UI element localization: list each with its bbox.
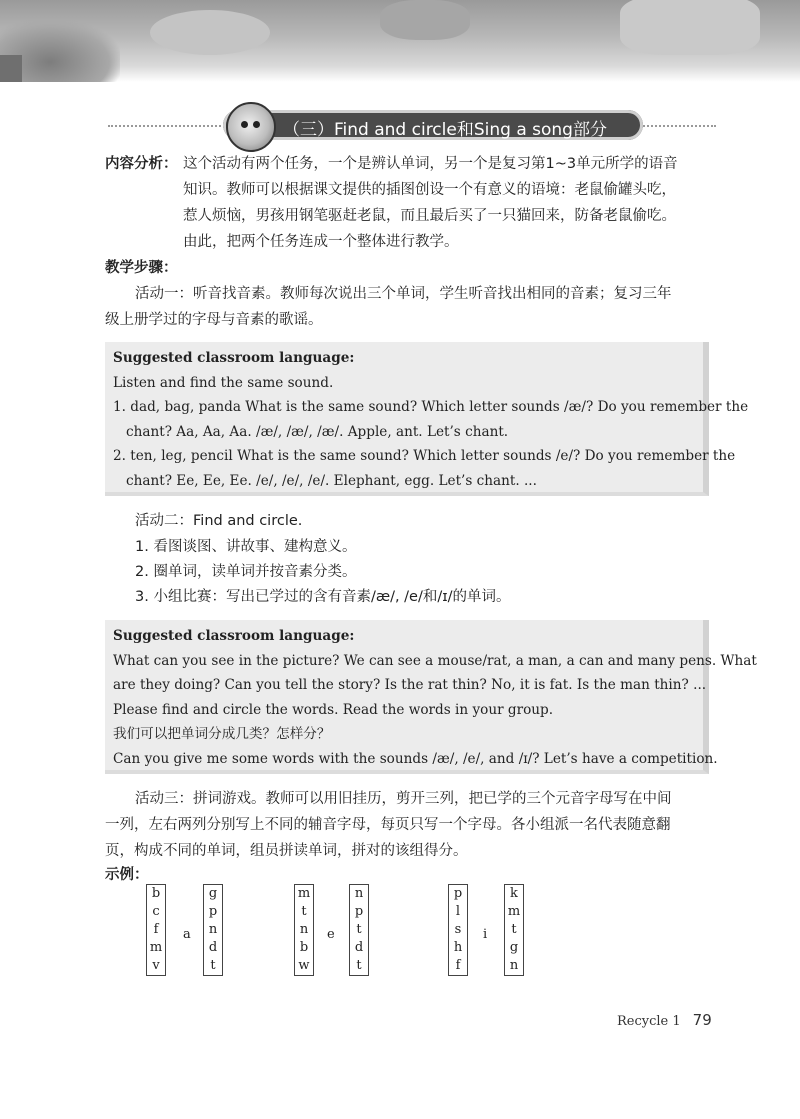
activity1-line: 级上册学过的字母与音素的歌谣。: [105, 312, 323, 328]
activity2-item: 2. 圈单词，读单词并按音素分类。: [135, 564, 357, 580]
letter: b: [299, 940, 309, 955]
box-line: Listen and find the same sound.: [113, 374, 334, 391]
letter: t: [356, 958, 362, 973]
content-analysis-line: 由此，把两个任务连成一个整体进行教学。: [183, 234, 459, 250]
box-line: are they doing? Can you tell the story? Is the rat thin? No, it is fat. Is the man thin? ...: [113, 677, 707, 693]
letter-column-right: [504, 884, 524, 976]
letter: t: [511, 922, 517, 937]
letter: d: [208, 940, 218, 955]
letter: f: [455, 958, 461, 973]
letter: n: [509, 958, 519, 973]
letter: s: [454, 922, 462, 937]
activity1-line: 活动一：听音找音素。教师每次说出三个单词，学生听音找出相同的音素；复习三年: [135, 286, 672, 302]
box-line: 2. ten, leg, pencil What is the same sound? Which letter sounds /e/? Do you remember the: [113, 448, 736, 464]
activity2-title: 活动二：Find and circle.: [135, 513, 303, 529]
letter: p: [354, 904, 364, 919]
letter: w: [298, 958, 310, 973]
box-title: Suggested classroom language:: [113, 628, 355, 644]
teaching-steps-label: 教学步骤：: [105, 260, 178, 276]
letter: f: [153, 922, 159, 937]
section-title: （三）Find and circle和Sing a song部分: [283, 120, 607, 140]
letter: p: [208, 904, 218, 919]
letter: p: [453, 886, 463, 901]
letter: b: [151, 886, 161, 901]
letter: c: [152, 904, 160, 919]
unit-label: Recycle 1: [617, 1014, 681, 1029]
suggested-language-box-2: [105, 620, 757, 774]
box-line: chant? Aa, Aa, Aa. /æ/, /æ/, /æ/. Apple, ant. Let’s chant.: [126, 423, 509, 440]
box-line: Can you give me some words with the sounds /æ/, /e/, and /ɪ/? Let’s have a competition.: [113, 750, 718, 767]
letter: n: [354, 886, 364, 901]
box-title: Suggested classroom language:: [113, 350, 355, 366]
vowel-letter: a: [183, 927, 191, 942]
content-analysis-line: 知识。教师可以根据课文提供的插图创设一个有意义的语境：老鼠偷罐头吃，: [183, 182, 676, 198]
letter-column-right: [349, 884, 369, 976]
vowel-letter: i: [483, 927, 488, 942]
letter-column-left: [448, 884, 468, 976]
letter: g: [208, 886, 218, 901]
box-line: 我们可以把单词分成几类？怎样分？: [113, 726, 331, 742]
letter-column-right: [203, 884, 223, 976]
letter: n: [299, 922, 309, 937]
letter-column-left: [294, 884, 314, 976]
letter: t: [356, 922, 362, 937]
activity3-line: 页，构成不同的单词，组员拼读单词，拼对的该组得分。: [105, 843, 468, 859]
page-footer: [617, 1011, 712, 1029]
letter: k: [510, 886, 518, 901]
example-label: 示例：: [105, 867, 149, 883]
activity3-line: 一列，左右两列分别写上不同的辅音字母，每页只写一个字母。各小组派一名代表随意翻: [105, 817, 671, 833]
letter-column-left: [146, 884, 166, 976]
suggested-language-box-1: [105, 342, 749, 496]
section-header: [108, 106, 716, 146]
letter: h: [453, 940, 463, 955]
mascot-icon: [226, 102, 276, 152]
letter: v: [152, 958, 160, 973]
activity2-item: 1. 看图谈图、讲故事、建构意义。: [135, 539, 357, 555]
letter: g: [509, 940, 519, 955]
letter: m: [149, 940, 163, 955]
box-line: 1. dad, bag, panda What is the same sound? Which letter sounds /æ/? Do you remember the: [113, 399, 749, 415]
activity2-item: 3. 小组比赛：写出已学过的含有音素/æ/, /e/和/ɪ/的单词。: [135, 589, 511, 605]
letter: d: [354, 940, 364, 955]
letter: l: [455, 904, 461, 919]
content-analysis-label: 内容分析：: [105, 156, 178, 172]
content-analysis-line: 惹人烦恼，男孩用钢笔驱赶老鼠，而且最后买了一只猫回来，防备老鼠偷吃。: [183, 208, 676, 224]
activity3-line: 活动三：拼词游戏。教师可以用旧挂历，剪开三列，把已学的三个元音字母写在中间: [135, 791, 672, 807]
content-analysis-line: 这个活动有两个任务，一个是辨认单词，另一个是复习第1~3单元所学的语音: [183, 156, 678, 172]
letter: t: [210, 958, 216, 973]
box-line: chant? Ee, Ee, Ee. /e/, /e/, /e/. Elephant, egg. Let’s chant. ...: [126, 472, 537, 489]
box-line: What can you see in the picture? We can see a mouse/rat, a man, a can and many pens. What: [113, 652, 757, 669]
box-line: Please find and circle the words. Read the words in your group.: [113, 701, 554, 718]
letter: m: [507, 904, 521, 919]
letter: n: [208, 922, 218, 937]
header-banner-image: [0, 0, 800, 82]
page-number: 79: [692, 1011, 712, 1029]
vowel-letter: e: [327, 927, 335, 942]
letter: t: [301, 904, 307, 919]
letter: m: [297, 886, 311, 901]
